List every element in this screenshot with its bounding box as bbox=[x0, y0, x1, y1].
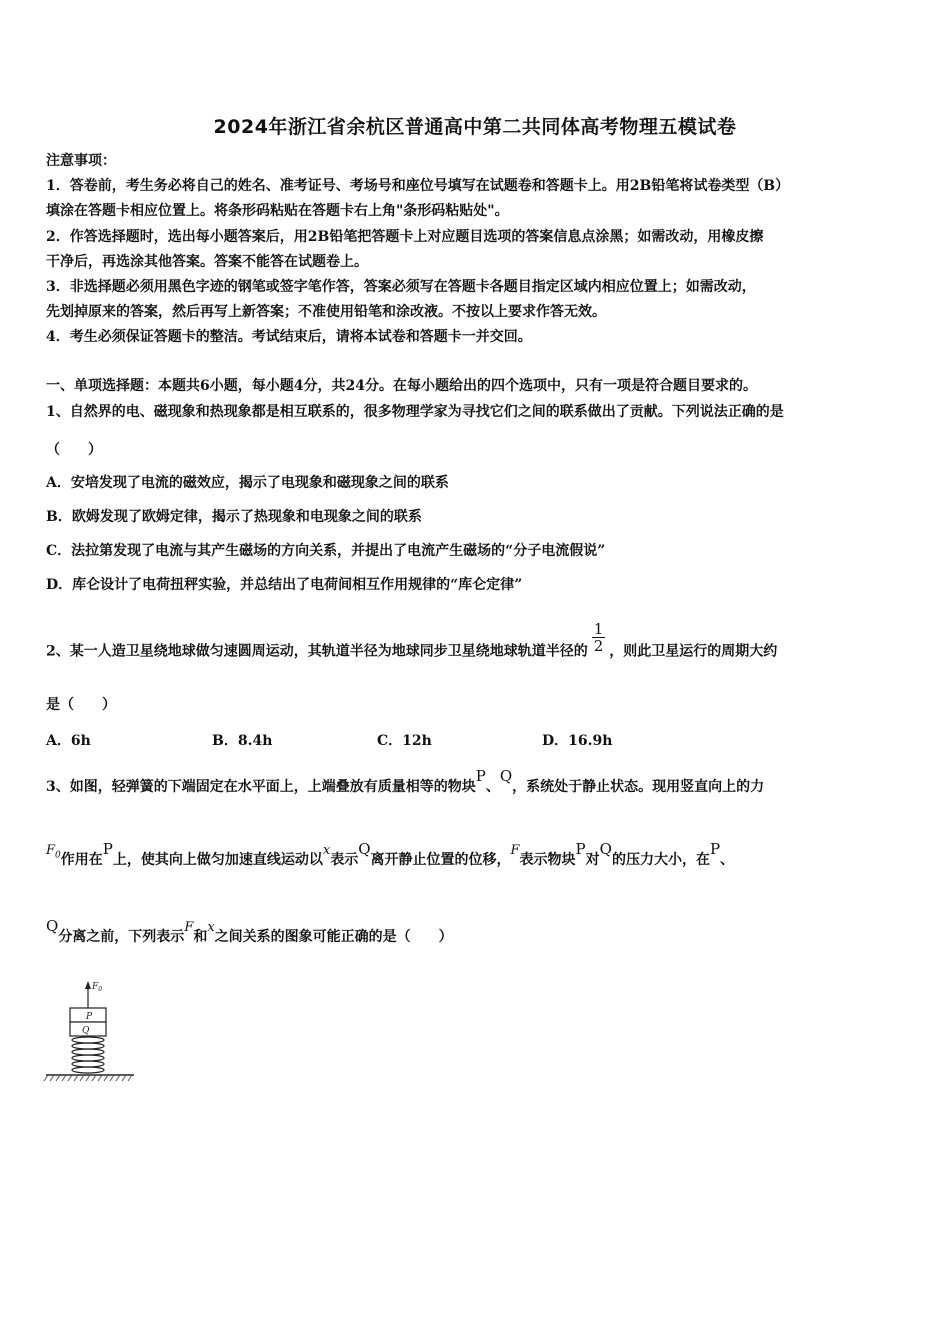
q1-paren: （ ） bbox=[46, 442, 102, 458]
block-p-label: P bbox=[86, 1012, 93, 1022]
math-f: F bbox=[46, 843, 56, 858]
q1-option-a: A．安培发现了电流的磁效应，揭示了电现象和磁现象之间的联系 bbox=[46, 475, 449, 491]
math-p: P bbox=[575, 840, 586, 858]
q3-text: 、 bbox=[485, 779, 500, 795]
force-label bbox=[91, 982, 102, 993]
notice-heading: 注意事项： bbox=[46, 153, 116, 169]
q1-option-b: B．欧姆发现了欧姆定律，揭示了热现象和电现象之间的联系 bbox=[46, 509, 422, 525]
q3-text: 表示 bbox=[330, 852, 359, 868]
section-heading: 一、单项选择题：本题共6小题，每小题4分，共24分。在每小题给出的四个选项中，只有一项是符合题目要求的。 bbox=[46, 378, 757, 394]
q3-stem-line1 bbox=[46, 767, 765, 796]
q2-stem-cont: 是（ ） bbox=[46, 697, 116, 713]
q2-option-b: B．8.4h bbox=[212, 733, 273, 749]
math-f: F bbox=[510, 843, 520, 858]
q3-text: 离开静止位置的位移， bbox=[370, 852, 511, 868]
math-q: Q bbox=[358, 840, 371, 858]
q3-text: 分离之前，下列表示 bbox=[58, 929, 185, 945]
math-q: Q bbox=[46, 917, 59, 935]
math-p: P bbox=[475, 767, 486, 785]
math-q: Q bbox=[499, 767, 513, 785]
math-f0 bbox=[46, 843, 61, 861]
q1-stem: 1、自然界的电、磁现象和热现象都是相互联系的，很多物理学家为寻找它们之间的联系做出了贡献。下列说法正确的是 bbox=[46, 404, 784, 420]
math-p: P bbox=[102, 840, 113, 858]
q3-text: 和 bbox=[193, 929, 208, 945]
spring-block-figure bbox=[42, 978, 136, 1088]
q3-text: 之间关系的图象可能正确的是（ ） bbox=[214, 929, 453, 945]
q1-option-d: D．库仑设计了电荷扭秤实验，并总结出了电荷间相互作用规律的“库仑定律” bbox=[46, 577, 523, 593]
spring bbox=[72, 1037, 104, 1073]
notice-line: 填涂在答题卡相应位置上。将条形码粘贴在答题卡右上角"条形码粘贴处"。 bbox=[46, 203, 509, 219]
q3-text: 作用在 bbox=[60, 852, 103, 868]
q1-option-c: C．法拉第发现了电流与其产生磁场的方向关系，并提出了电流产生磁场的“分子电流假说” bbox=[46, 543, 606, 559]
q2-stem bbox=[46, 620, 778, 668]
math-p: P bbox=[709, 840, 721, 858]
math-q: Q bbox=[599, 840, 612, 858]
math-x: x bbox=[322, 843, 331, 858]
q3-stem-line3 bbox=[46, 917, 453, 947]
notice-line: 4．考生必须保证答题卡的整洁。考试结束后，请将本试卷和答题卡一并交回。 bbox=[46, 329, 532, 345]
q3-text: 3、如图，轻弹簧的下端固定在水平面上，上端叠放有质量相等的物块 bbox=[46, 779, 476, 795]
ground-hatch bbox=[44, 1075, 132, 1081]
page-title: 2024年浙江省余杭区普通高中第二共同体高考物理五模试卷 bbox=[213, 116, 737, 138]
q3-text: 、 bbox=[720, 852, 735, 868]
q3-text: 表示物块 bbox=[519, 852, 576, 868]
q2-option-c: C．12h bbox=[377, 733, 432, 749]
q3-text: 对 bbox=[585, 852, 600, 868]
fraction-denominator: 2 bbox=[593, 637, 604, 655]
notice-line: 2．作答选择题时，选出每小题答案后，用2B铅笔把答题卡上对应题目选项的答案信息点涂黑；如需改动，用橡皮擦 bbox=[46, 229, 764, 245]
q2-stem-part-a: 2、某一人造卫星绕地球做匀速圆周运动，其轨道半径为地球同步卫星绕地球轨道半径的 bbox=[46, 643, 588, 660]
notice-line: 干净后，再选涂其他答案。答案不能答在试题卷上。 bbox=[46, 254, 368, 270]
block-q-label: Q bbox=[82, 1026, 90, 1036]
q3-text: 上，使其向上做匀加速直线运动以 bbox=[112, 852, 323, 868]
fraction-numerator: 1 bbox=[593, 620, 604, 638]
q2-option-d: D．16.9h bbox=[542, 733, 613, 749]
force-label-f: F bbox=[92, 982, 99, 992]
math-sub-zero: 0 bbox=[55, 850, 61, 861]
q2-option-a: A．6h bbox=[46, 733, 91, 749]
q3-stem-line2 bbox=[46, 840, 735, 875]
notice-line: 1．答卷前，考生务必将自己的姓名、准考证号、考场号和座位号填写在试题卷和答题卡上。用2B铅笔将试卷类型（B） bbox=[46, 178, 790, 194]
notice-line: 先划掉原来的答案，然后再写上新答案；不准使用铅笔和涂改液。不按以上要求作答无效。 bbox=[46, 304, 606, 320]
q3-text: 的压力大小，在 bbox=[611, 852, 710, 868]
math-f: F bbox=[184, 920, 194, 935]
fraction-one-half bbox=[592, 621, 606, 654]
math-x: x bbox=[207, 920, 215, 935]
notice-line: 3．非选择题必须用黑色字迹的钢笔或签字笔作答，答案必须写在答题卡各题目指定区域内相应位置上；如需改动， bbox=[46, 279, 756, 295]
force-label-sub: 0 bbox=[98, 986, 103, 993]
q2-stem-part-b: ，则此卫星运行的周期大约 bbox=[609, 643, 778, 660]
q3-text: ，系统处于静止状态。现用竖直向上的力 bbox=[512, 779, 765, 795]
force-arrow-head bbox=[85, 981, 91, 989]
